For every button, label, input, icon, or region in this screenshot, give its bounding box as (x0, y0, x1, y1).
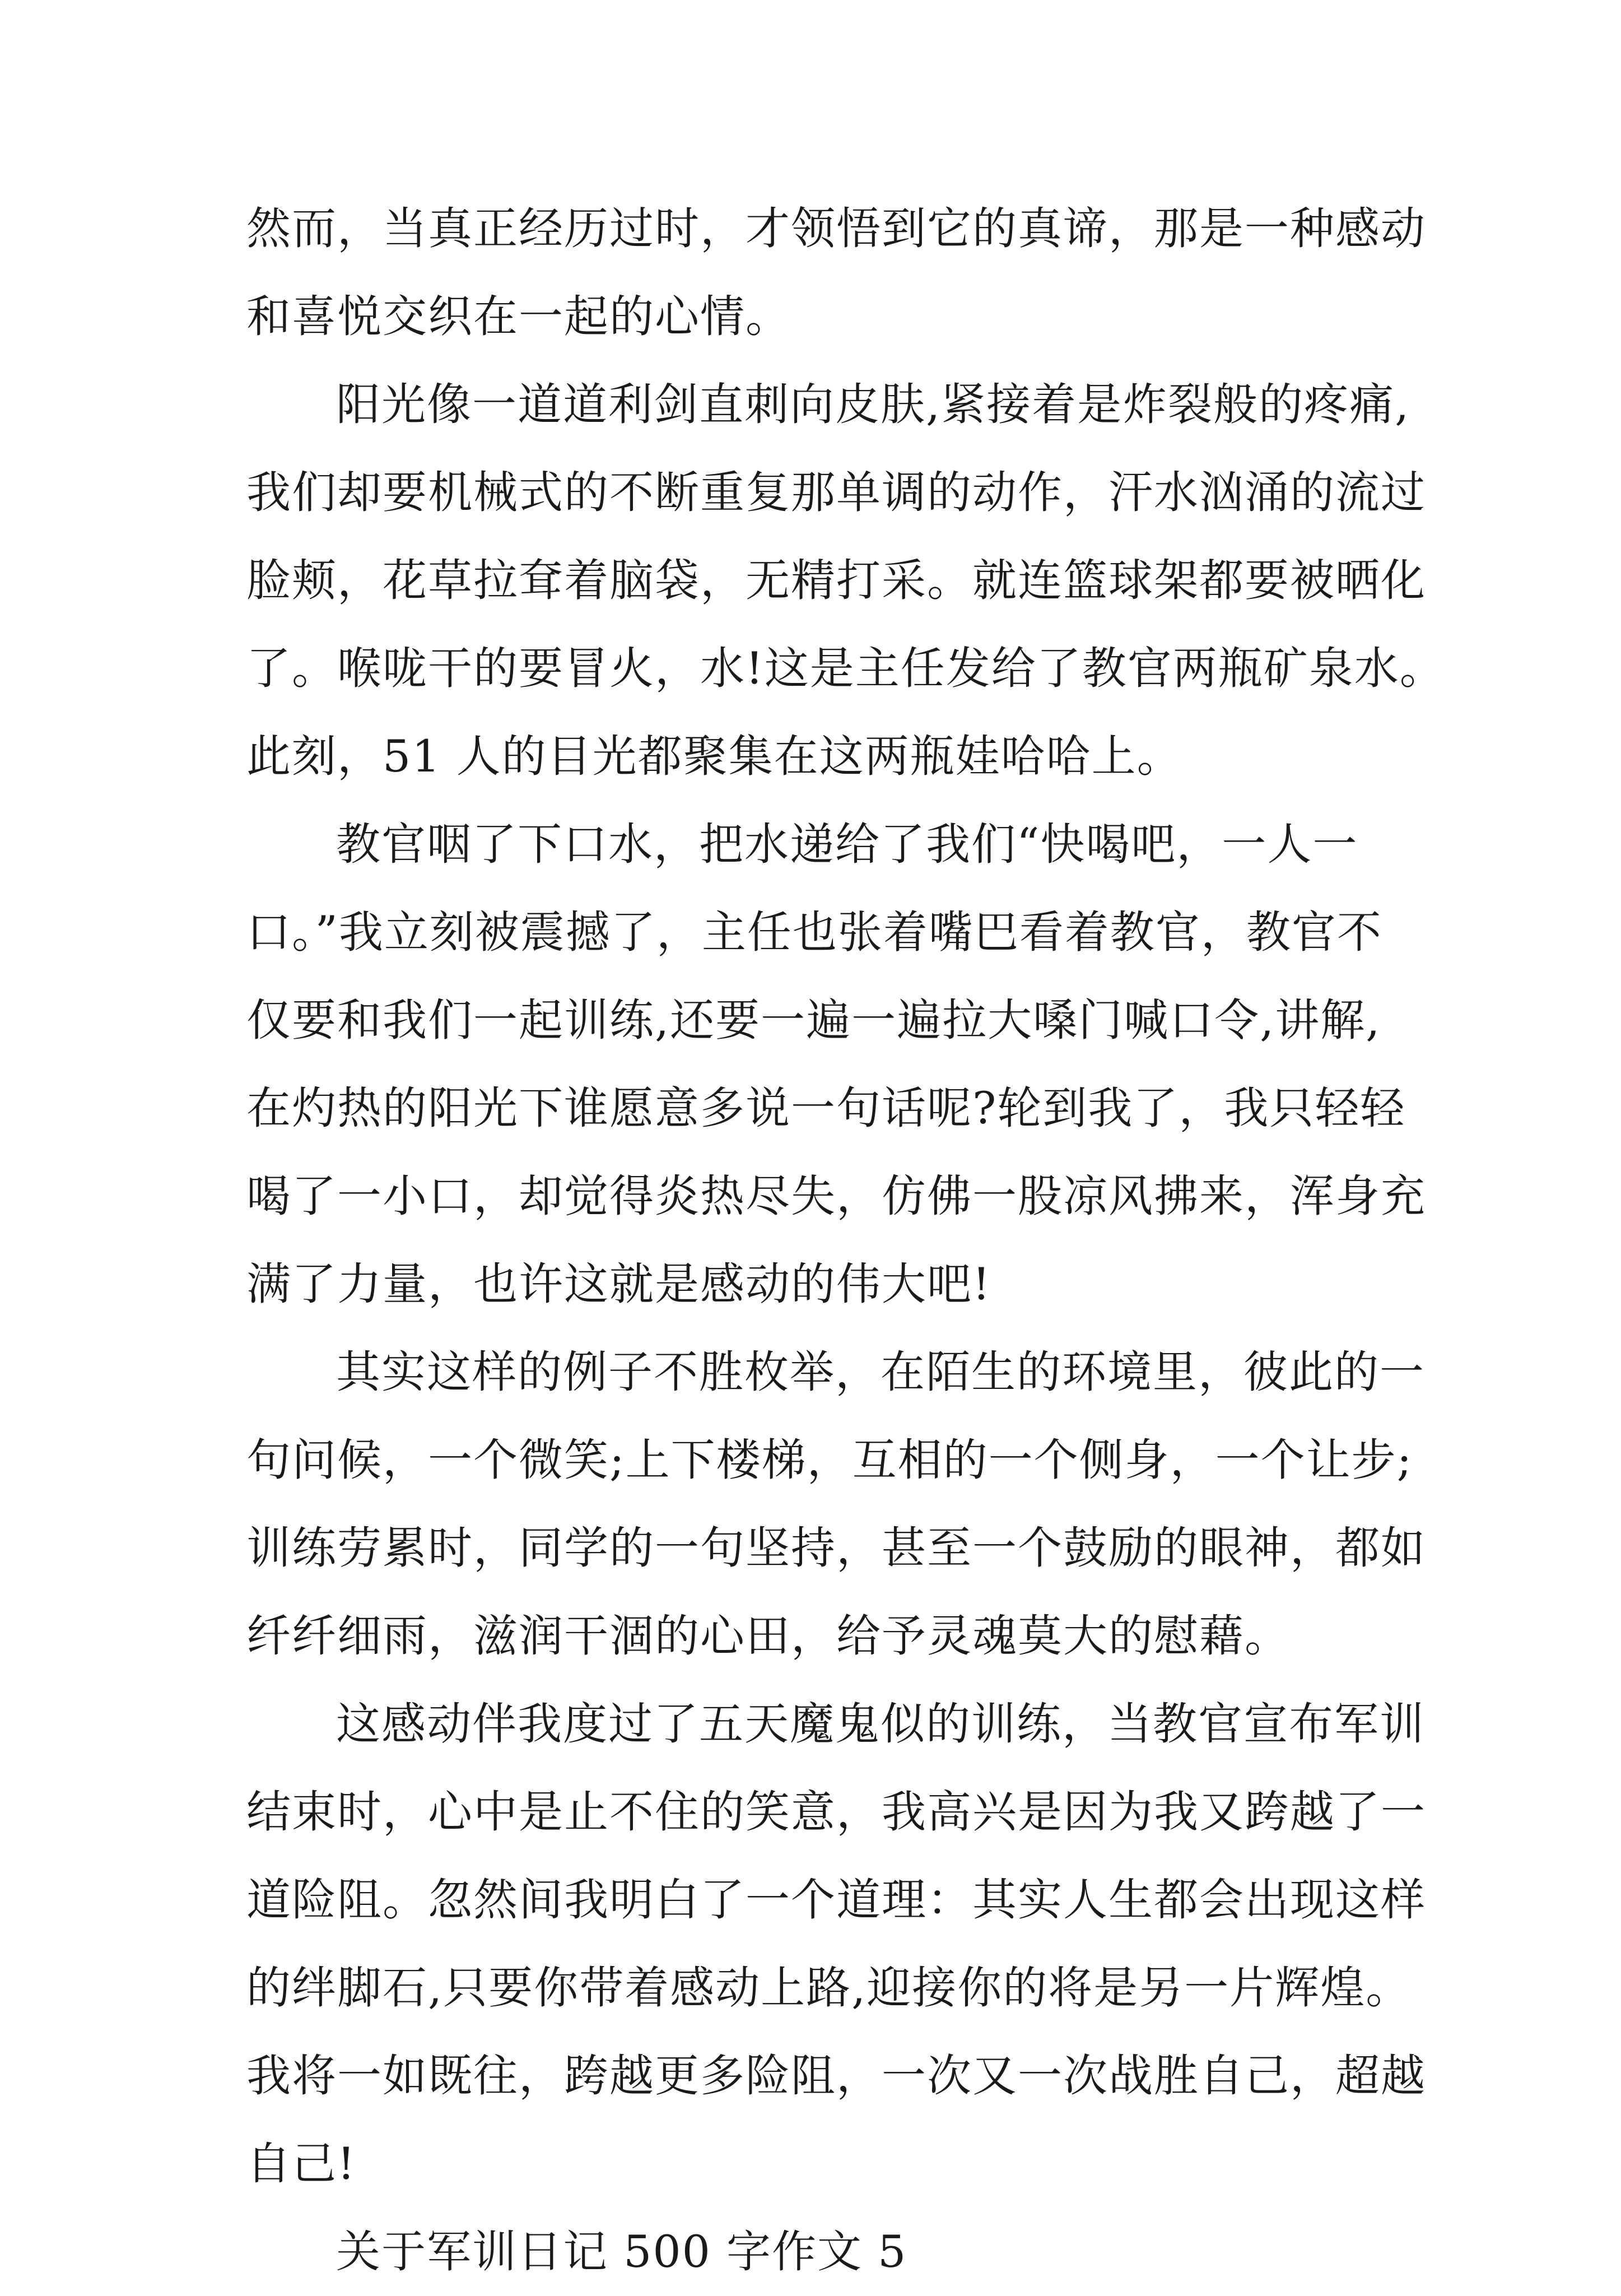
text-line: 在灼热的阳光下谁愿意多说一句话呢?轮到我了，我只轻轻 (246, 1082, 1406, 1134)
text-line: 纤纤细雨，滋润干涸的心田，给予灵魂莫大的慰藉。 (246, 1610, 1290, 1662)
text-line: 此刻，51 人的目光都聚集在这两瓶娃哈哈上。 (246, 731, 1182, 782)
text-line: 口。”我立刻被震撼了，主任也张着嘴巴看着教官，教官不 (246, 907, 1382, 958)
text-line: 仅要和我们一起训练,还要一遍一遍拉大嗓门喊口令,讲解, (246, 994, 1381, 1046)
text-line: 和喜悦交织在一起的心情。 (246, 291, 791, 342)
text-line: 喝了一小口，却觉得炎热尽失，仿佛一股凉风拂来，浑身充 (246, 1170, 1426, 1222)
paragraph-first-line: 这感动伴我度过了五天魔鬼似的训练，当教官宣布军训 (336, 1698, 1425, 1750)
document-body (246, 185, 1445, 2296)
paragraph-first-line: 教官咽了下口水，把水递给了我们“快喝吧，一人一 (336, 819, 1358, 870)
text-line: 自己! (246, 2138, 356, 2190)
text-line: 我们却要机械式的不断重复那单调的动作，汗水汹涌的流过 (246, 467, 1426, 518)
text-line: 了。喉咙干的要冒火，水!这是主任发给了教官两瓶矿泉水。 (246, 643, 1445, 694)
text-line: 句问候，一个微笑;上下楼梯，互相的一个侧身，一个让步; (246, 1434, 1413, 1486)
text-line: 道险阻。忽然间我明白了一个道理：其实人生都会出现这样 (246, 1874, 1426, 1926)
text-line: 我将一如既往，跨越更多险阻，一次又一次战胜自己，超越 (246, 2050, 1426, 2102)
section-heading: 关于军训日记 500 字作文 5 (336, 2226, 907, 2278)
paragraph-first-line: 其实这样的例子不胜枚举，在陌生的环境里，彼此的一 (336, 1346, 1425, 1398)
text-line: 满了力量，也许这就是感动的伟大吧! (246, 1258, 991, 1310)
text-line: 结束时，心中是止不住的笑意，我高兴是因为我又跨越了一 (246, 1786, 1426, 1838)
paragraph-first-line: 阳光像一道道利剑直刺向皮肤,紧接着是炸裂般的疼痛, (336, 379, 1410, 430)
text-line: 然而，当真正经历过时，才领悟到它的真谛，那是一种感动 (246, 203, 1426, 254)
text-line: 训练劳累时，同学的一句坚持，甚至一个鼓励的眼神，都如 (246, 1522, 1426, 1574)
text-line: 的绊脚石,只要你带着感动上路,迎接你的将是另一片辉煌。 (246, 1962, 1412, 2014)
text-line: 脸颊，花草拉耷着脑袋，无精打采。就连篮球架都要被晒化 (246, 555, 1426, 606)
